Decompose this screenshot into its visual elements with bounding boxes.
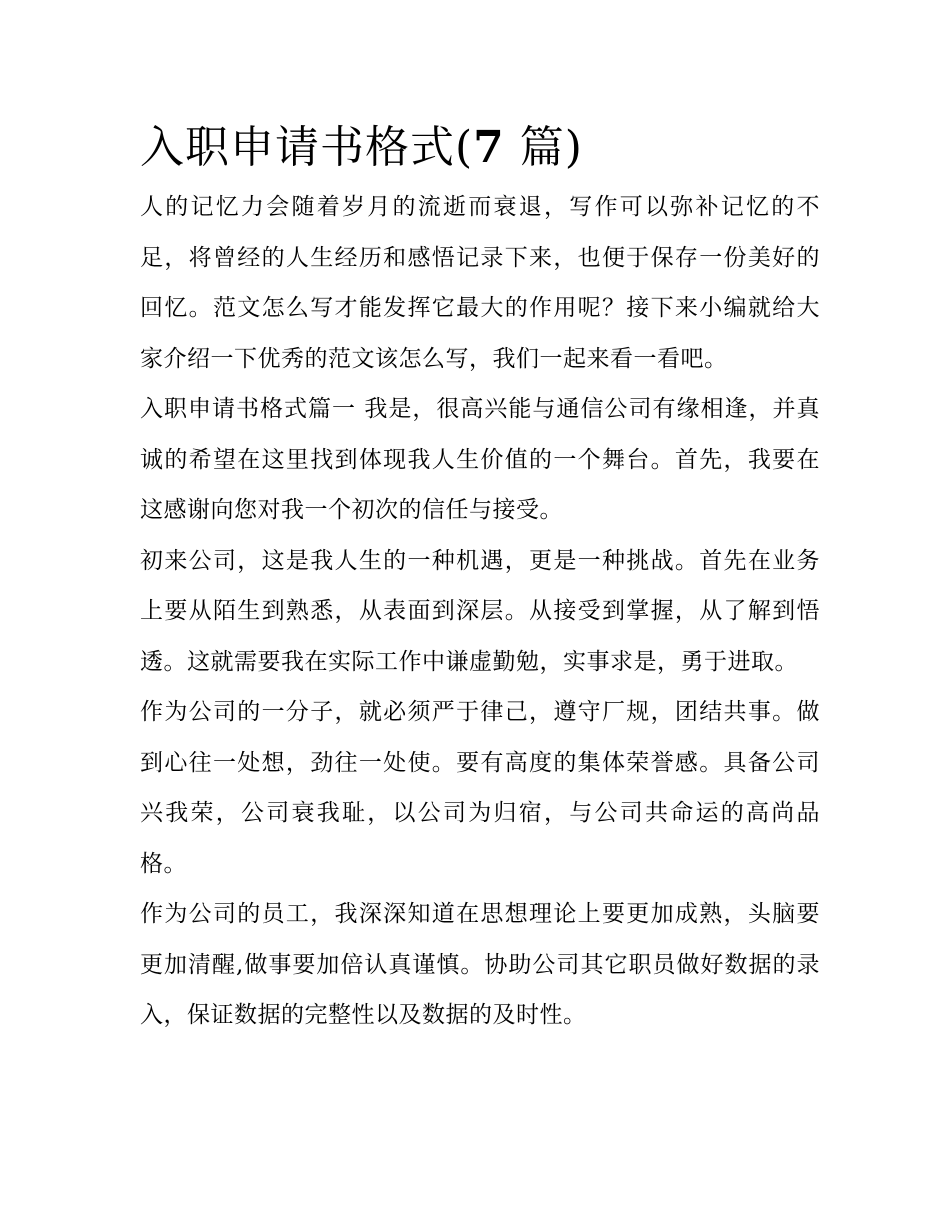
title-prefix: 入职申请书格式( [140,122,474,173]
paragraph-new-company: 初来公司，这是我人生的一种机遇，更是一种挑战。首先在业务上要从陌生到熟悉，从表面到深层。从接受到掌握，从了解到悟透。这就需要我在实际工作中谦虚勤勉，实事求是，勇于进取。 [140,547,820,675]
title-suffix: 篇) [504,122,583,173]
paragraph-part-one: 入职申请书格式篇一 我是，很高兴能与通信公司有缘相逢，并真诚的希望在这里找到体现我人生价值的一个舞台。首先，我要在这感谢向您对我一个初次的信任与接受。 [140,396,820,523]
paragraph-employee: 作为公司的员工，我深深知道在思想理论上要更加成熟，头脑要更加清醒,做事要加倍认真谨慎。协助公司其它职员做好数据的录入，保证数据的完整性以及数据的及时性。 [140,901,820,1028]
intro-paragraph: 人的记忆力会随着岁月的流逝而衰退，写作可以弥补记忆的不足，将曾经的人生经历和感悟记录下来，也便于保存一份美好的回忆。范文怎么写才能发挥它最大的作用呢？接下来小编就给大家介绍一下优秀的范文该怎么写，我们一起来看一看吧。 [140,194,820,372]
title-number: 7 [473,122,505,173]
document-body [140,118,820,1041]
paragraph-discipline: 作为公司的一分子，就必须严于律己，遵守厂规，团结共事。做到心往一处想，劲往一处使。要有高度的集体荣誉感。具备公司兴我荣，公司衰我耻，以公司为归宿，与公司共命运的高尚品格。 [140,699,820,877]
document-title [140,118,820,178]
